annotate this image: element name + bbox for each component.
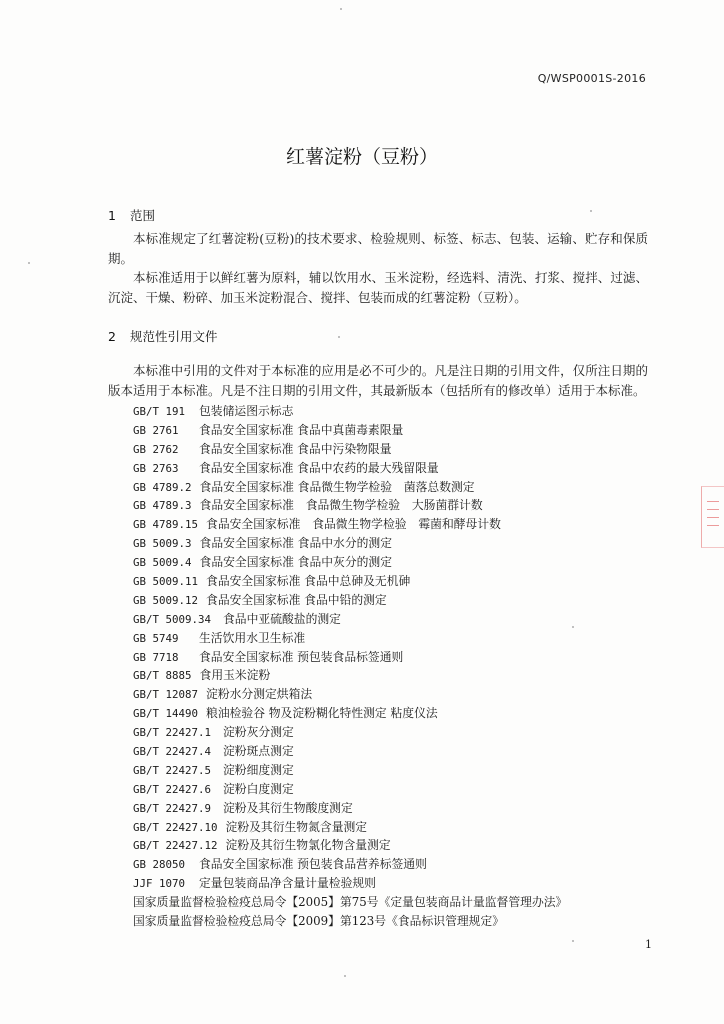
reference-code: GB 5009.12 — [133, 593, 199, 607]
reference-code: GB/T 22427.12 — [133, 839, 218, 853]
scan-speck — [340, 8, 342, 10]
reference-title: 包装储运图示标志 — [199, 404, 294, 418]
reference-item — [133, 534, 653, 553]
reference-item — [133, 610, 653, 629]
reference-code: GB/T 12087 — [133, 688, 199, 702]
reference-item — [133, 666, 653, 685]
reference-code: GB/T 22427.5 — [133, 763, 212, 777]
section-number: 1 — [108, 208, 116, 223]
section-title: 规范性引用文件 — [130, 329, 218, 344]
scan-speck — [338, 336, 340, 338]
reference-code: GB 4789.15 — [133, 518, 199, 532]
section-title: 范围 — [130, 208, 156, 223]
reference-title: 食用玉米淀粉 — [199, 668, 271, 683]
reference-title: 食品安全国家标准 食品中铅的测定 — [206, 592, 387, 607]
reference-item — [133, 421, 653, 440]
reference-item — [133, 402, 653, 421]
reference-code: GB/T 8885 — [133, 669, 192, 683]
reference-item — [133, 761, 653, 780]
reference-item — [133, 742, 653, 761]
reference-code: GB/T 22427.6 — [133, 782, 212, 796]
references-intro-paragraph: 本标准中引用的文件对于本标准的应用是必不可少的。凡是注日期的引用文件，仅所注日期的版本适用于本标准。凡是不注日期的引用文件，其最新版本（包括所有的修改单）适用于本标准。 — [108, 363, 648, 398]
reference-title: 淀粉斑点测定 — [223, 744, 294, 759]
reference-title: 淀粉细度测定 — [223, 762, 294, 777]
reference-item — [133, 780, 653, 799]
scan-speck — [572, 626, 574, 628]
reference-item — [133, 818, 653, 837]
section-heading-normative-references — [108, 327, 218, 345]
reference-code: GB 5749 — [133, 631, 179, 645]
reference-title: 食品安全国家标准 食品微生物学检验 霉菌和酵母计数 — [206, 517, 501, 532]
reference-item — [133, 836, 653, 855]
section-number: 2 — [108, 329, 116, 344]
scope-paragraph: 本标准规定了红薯淀粉(豆粉)的技术要求、检验规则、标签、标志、包装、运输、贮存和保质期。 — [108, 231, 648, 266]
reference-title: 淀粉及其衍生物酸度测定 — [223, 800, 353, 815]
reference-item — [133, 629, 653, 648]
scan-speck — [28, 262, 30, 264]
reference-title: 淀粉灰分测定 — [223, 725, 294, 740]
reference-item — [133, 496, 653, 515]
reference-code: GB/T 22427.10 — [133, 820, 218, 834]
scan-speck — [590, 210, 592, 212]
reference-code: GB/T 22427.4 — [133, 745, 212, 759]
reference-code: GB 28050 — [133, 858, 186, 872]
reference-title: 国家质量监督检验检疫总局令【2009】第123号《食品标识管理规定》 — [133, 914, 505, 929]
reference-item — [133, 648, 653, 667]
reference-item — [133, 459, 653, 478]
reference-item — [133, 874, 653, 893]
reference-code: GB/T 22427.9 — [133, 801, 212, 815]
reference-title: 食品中亚硫酸盐的测定 — [223, 611, 341, 626]
reference-code: GB 2762 — [133, 442, 179, 456]
reference-title: 食品安全国家标准 食品中总砷及无机砷 — [206, 574, 411, 589]
reference-title: 定量包装商品净含量计量检验规则 — [199, 876, 376, 891]
reference-title: 食品安全国家标准 预包装食品营养标签通则 — [199, 857, 427, 872]
reference-title: 食品安全国家标准 食品中灰分的测定 — [199, 555, 393, 570]
reference-code: GB/T 191 — [133, 405, 186, 418]
reference-item — [133, 515, 653, 534]
reference-title: 淀粉水分测定烘箱法 — [206, 687, 313, 702]
reference-title: 粮油检验谷 物及淀粉糊化特性测定 粘度仪法 — [206, 706, 438, 721]
reference-code: GB 2761 — [133, 423, 179, 437]
reference-code: GB 7718 — [133, 650, 179, 664]
reference-title: 淀粉及其衍生物氮含量测定 — [225, 819, 368, 834]
reference-item — [133, 685, 653, 704]
reference-item — [133, 912, 653, 931]
reference-title: 淀粉白度测定 — [223, 781, 294, 796]
reference-item — [133, 478, 653, 497]
reference-title: 食品安全国家标准 预包装食品标签通则 — [199, 649, 404, 664]
reference-code: GB 4789.2 — [133, 480, 192, 494]
scope-paragraph: 本标准适用于以鲜红薯为原料，辅以饮用水、玉米淀粉，经选料、清洗、打浆、搅拌、过滤、沉淀、干燥、粉碎、加玉米淀粉混合、搅拌、包装而成的红薯淀粉（豆粉）。 — [108, 270, 648, 305]
reference-title: 淀粉及其衍生物氯化物含量测定 — [225, 838, 391, 853]
reference-item — [133, 572, 653, 591]
reference-title: 食品安全国家标准 食品中污染物限量 — [199, 441, 392, 456]
reference-item — [133, 893, 653, 912]
reference-title: 食品安全国家标准 食品中水分的测定 — [199, 536, 393, 551]
reference-title: 国家质量监督检验检疫总局令【2005】第75号《定量包装商品计量监督管理办法》 — [133, 895, 568, 910]
reference-title: 食品安全国家标准 食品微生物学检验 大肠菌群计数 — [199, 498, 483, 513]
reference-code: GB 5009.11 — [133, 575, 199, 589]
reference-code: GB 4789.3 — [133, 499, 192, 513]
document-title: 红薯淀粉（豆粉） — [285, 146, 438, 168]
reference-item — [133, 855, 653, 874]
reference-title: 生活饮用水卫生标准 — [199, 630, 306, 645]
reference-list — [133, 402, 653, 931]
reference-title: 食品安全国家标准 食品中农药的最大残留限量 — [199, 460, 439, 475]
reference-item — [133, 591, 653, 610]
reference-code: GB 5009.4 — [133, 556, 192, 570]
reference-code: GB 2763 — [133, 461, 179, 475]
red-stamp-mark — [701, 486, 724, 548]
reference-code: GB/T 5009.34 — [133, 612, 212, 626]
scan-speck — [344, 975, 346, 977]
page-number: 1 — [645, 938, 652, 951]
reference-code: GB/T 22427.1 — [133, 726, 212, 740]
reference-item — [133, 553, 653, 572]
reference-code: GB 5009.3 — [133, 537, 192, 551]
reference-code: JJF 1070 — [133, 877, 186, 891]
reference-item — [133, 704, 653, 723]
reference-title: 食品安全国家标准 食品中真菌毒素限量 — [199, 422, 404, 437]
section-heading-scope — [108, 206, 155, 224]
scan-speck — [572, 940, 574, 942]
document-code: Q/WSP0001S-2016 — [537, 72, 646, 85]
reference-item — [133, 799, 653, 818]
reference-item — [133, 440, 653, 459]
reference-title: 食品安全国家标准 食品微生物学检验 菌落总数测定 — [199, 479, 475, 494]
reference-code: GB/T 14490 — [133, 707, 199, 721]
reference-item — [133, 723, 653, 742]
